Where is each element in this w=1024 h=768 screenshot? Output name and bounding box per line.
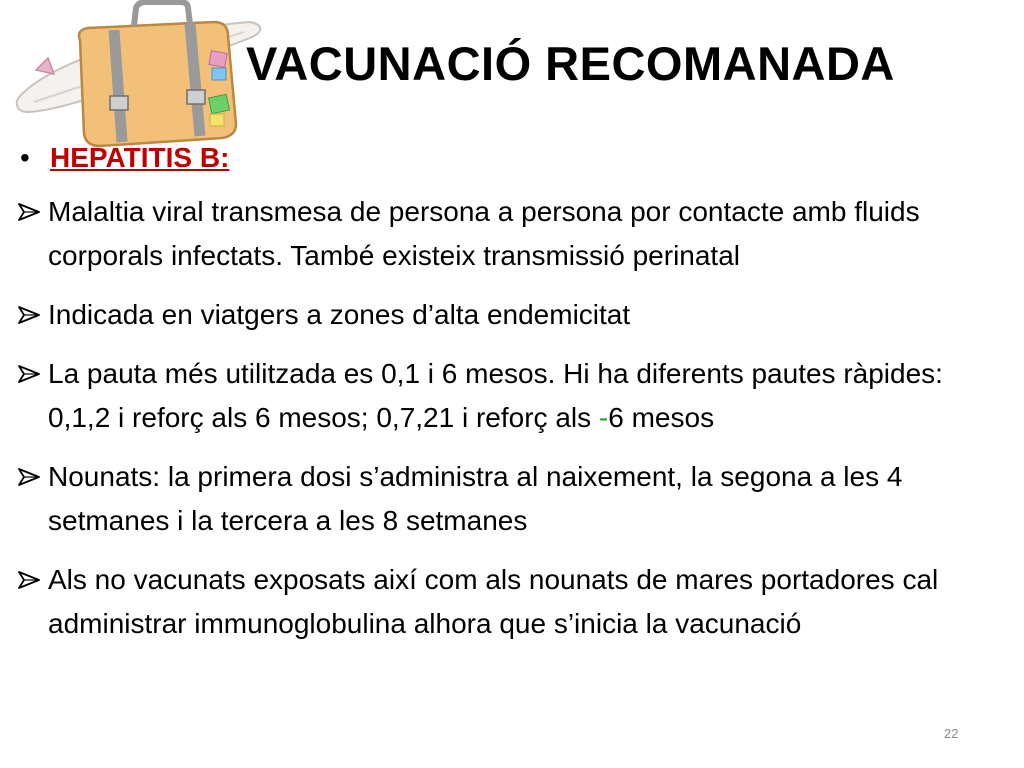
list-item-text-part: La pauta més utilitzada es 0,1 i 6 mesos. Hi ha diferents pautes ràpides: 0,1,2 i reforç als 6 mesos; 0,7,21 i reforç als [48,358,943,433]
slide-number: 22 [944,726,959,741]
list-item-text: Malaltia viral transmesa de persona a persona por contacte amb fluids corporals infectats. També existeix transmissió perinatal [48,196,920,271]
slide-title: VACUNACIÓ RECOMANADA [246,37,895,90]
green-dash-mark: - [598,402,609,433]
list-item [18,352,1008,440]
arrow-bullet-icon [18,293,48,324]
list-item-text: Als no vacunats exposats així com als nounats de mares portadores cal administrar immunoglobulina alhora que s’inicia la vacunació [48,564,939,639]
heading-row [18,136,1008,180]
section-heading: HEPATITIS B: [50,142,230,173]
list-item [18,455,1008,543]
suitcase-clipart-icon [14,0,274,150]
list-item-text-part: 6 mesos [608,402,715,433]
arrow-bullet-icon [18,558,48,589]
arrow-bullet-icon [18,455,48,486]
round-bullet-icon: • [20,142,30,173]
list-item [18,558,1008,646]
slide-content [18,136,1008,661]
list-item [18,293,1008,337]
list-item-text [48,352,1008,440]
arrow-bullet-icon [18,352,48,383]
list-item-text: Indicada en viatgers a zones d’alta endemicitat [48,299,631,330]
arrow-bullet-icon [18,190,48,221]
list-item [18,190,1008,278]
list-item-text: Nounats: la primera dosi s’administra al naixement, la segona a les 4 setmanes i la tercera a les 8 setmanes [48,461,903,536]
